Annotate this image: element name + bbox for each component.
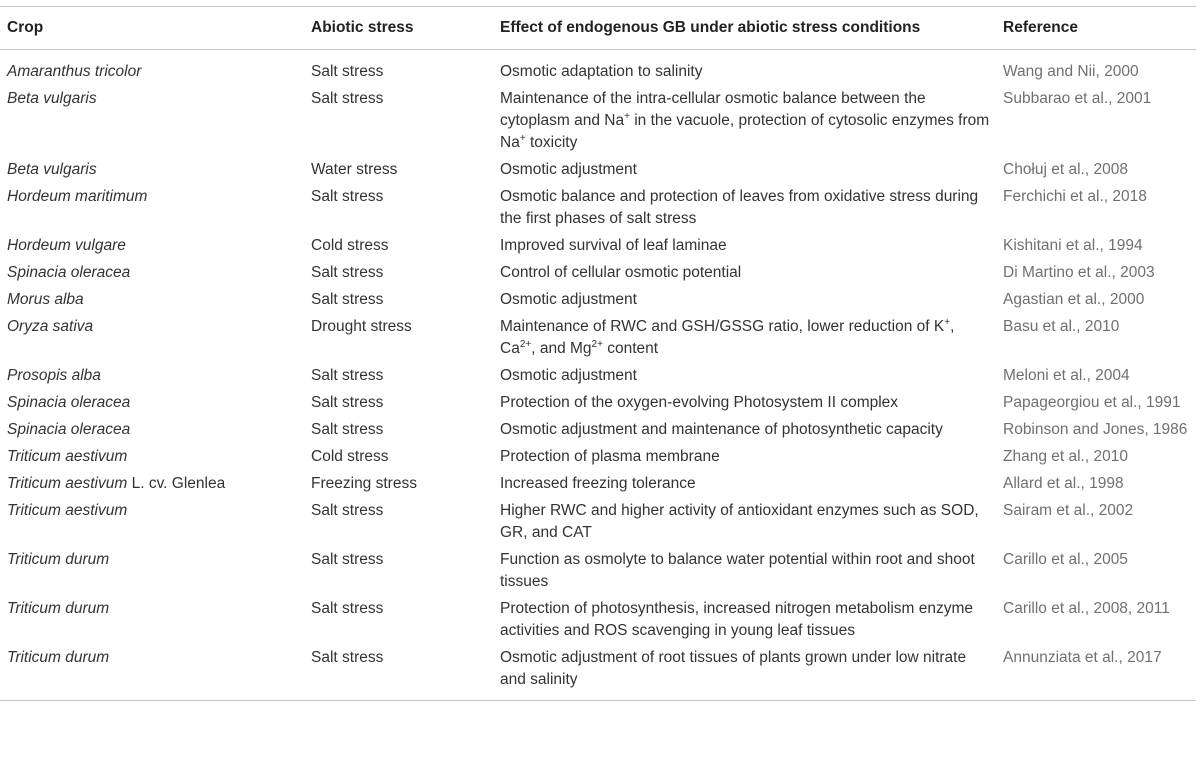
cell-effect: Control of cellular osmotic potential [500, 264, 742, 281]
table-row [0, 647, 1196, 701]
cell-crop [0, 473, 304, 500]
table-row [0, 549, 1196, 598]
table-header [0, 7, 1196, 50]
header-reference: Reference [1003, 19, 1078, 36]
gb-abiotic-stress-table [0, 6, 1196, 701]
cell-crop [0, 289, 304, 316]
cell-reference: Carillo et al., 2005 [1003, 551, 1128, 568]
cell-effect: Osmotic adjustment [500, 161, 637, 178]
cell-crop [0, 647, 304, 701]
header-crop: Crop [7, 19, 44, 36]
cell-abiotic-stress: Drought stress [311, 318, 412, 335]
table-row [0, 500, 1196, 549]
cell-abiotic-stress: Water stress [311, 161, 398, 178]
crop-name: Spinacia oleracea [7, 394, 131, 411]
cell-abiotic-stress: Salt stress [311, 649, 384, 666]
table-row [0, 419, 1196, 446]
crop-name: Hordeum vulgare [7, 237, 126, 254]
cell-reference: Basu et al., 2010 [1003, 318, 1120, 335]
cell-reference: Zhang et al., 2010 [1003, 448, 1128, 465]
table-row [0, 365, 1196, 392]
ion-charge: + [519, 133, 526, 144]
cell-effect [493, 88, 996, 159]
table-row [0, 473, 1196, 500]
cell-abiotic-stress: Cold stress [311, 448, 389, 465]
table-row [0, 446, 1196, 473]
crop-name: Triticum aestivum [7, 448, 128, 465]
cell-reference: Allard et al., 1998 [1003, 475, 1124, 492]
cell-crop [0, 88, 304, 159]
crop-name: Beta vulgaris [7, 161, 97, 178]
cell-reference: Sairam et al., 2002 [1003, 502, 1134, 519]
crop-name: Triticum durum [7, 649, 110, 666]
cell-crop [0, 392, 304, 419]
cell-reference: Di Martino et al., 2003 [1003, 264, 1155, 281]
ion-charge: 2+ [591, 339, 603, 350]
cell-effect: Osmotic adjustment of root tissues of plants grown under low nitrate and salinity [500, 649, 967, 688]
table-row [0, 316, 1196, 365]
cell-reference: Subbarao et al., 2001 [1003, 90, 1152, 107]
crop-name: Spinacia oleracea [7, 264, 131, 281]
crop-name: Triticum aestivum [7, 502, 128, 519]
table-row [0, 235, 1196, 262]
crop-name: Hordeum maritimum [7, 188, 148, 205]
effect-text: , and Mg [531, 340, 592, 357]
crop-name: Prosopis alba [7, 367, 101, 384]
table-body [0, 50, 1196, 701]
table-row [0, 262, 1196, 289]
cell-crop [0, 50, 304, 89]
effect-text: Maintenance of the intra-cellular osmotic balance between the cytoplasm and Na [500, 90, 926, 129]
cell-effect: Improved survival of leaf laminae [500, 237, 727, 254]
cell-reference: Agastian et al., 2000 [1003, 291, 1145, 308]
effect-text: , Ca [500, 318, 955, 357]
cell-abiotic-stress: Salt stress [311, 551, 384, 568]
cell-crop [0, 598, 304, 647]
table-row [0, 159, 1196, 186]
cell-abiotic-stress: Salt stress [311, 90, 384, 107]
crop-name: Oryza sativa [7, 318, 94, 335]
cell-effect: Protection of plasma membrane [500, 448, 720, 465]
ion-charge: + [624, 111, 630, 122]
cell-effect: Protection of photosynthesis, increased nitrogen metabolism enzyme activities and ROS scavenging in young leaf tissues [500, 600, 973, 639]
cell-crop [0, 316, 304, 365]
cell-abiotic-stress: Salt stress [311, 600, 384, 617]
cell-effect: Osmotic adjustment [500, 291, 637, 308]
cell-abiotic-stress: Salt stress [311, 264, 384, 281]
cell-crop [0, 235, 304, 262]
cell-crop [0, 419, 304, 446]
cell-crop [0, 500, 304, 549]
crop-name: Morus alba [7, 291, 84, 308]
crop-name: Amaranthus tricolor [7, 63, 142, 80]
effect-text: toxicity [525, 134, 578, 151]
cell-abiotic-stress: Salt stress [311, 421, 384, 438]
table-row [0, 392, 1196, 419]
cell-reference: Meloni et al., 2004 [1003, 367, 1130, 384]
cell-effect: Osmotic adjustment and maintenance of photosynthetic capacity [500, 421, 943, 438]
cell-crop [0, 365, 304, 392]
cell-abiotic-stress: Cold stress [311, 237, 389, 254]
crop-cultivar: L. cv. Glenlea [127, 475, 226, 492]
cell-reference: Kishitani et al., 1994 [1003, 237, 1143, 254]
cell-effect: Higher RWC and higher activity of antioxidant enzymes such as SOD, GR, and CAT [500, 502, 979, 541]
cell-reference: Chołuj et al., 2008 [1003, 161, 1128, 178]
cell-effect: Osmotic balance and protection of leaves from oxidative stress during the first phases of salt stress [500, 188, 979, 227]
ion-charge: 2+ [519, 339, 532, 350]
cell-abiotic-stress: Salt stress [311, 63, 384, 80]
table-row [0, 186, 1196, 235]
cell-crop [0, 159, 304, 186]
table-row [0, 289, 1196, 316]
effect-text: in the vacuole, protection of cytosolic enzymes from Na [500, 112, 990, 151]
table-row [0, 50, 1196, 89]
cell-crop [0, 549, 304, 598]
cell-effect: Osmotic adaptation to salinity [500, 63, 703, 80]
ion-charge: + [944, 317, 951, 328]
cell-reference: Carillo et al., 2008, 2011 [1003, 600, 1170, 617]
cell-reference: Papageorgiou et al., 1991 [1003, 394, 1181, 411]
cell-effect: Osmotic adjustment [500, 367, 637, 384]
cell-abiotic-stress: Salt stress [311, 367, 384, 384]
cell-abiotic-stress: Salt stress [311, 188, 384, 205]
effect-text: content [602, 340, 659, 357]
crop-name: Beta vulgaris [7, 90, 97, 107]
cell-abiotic-stress: Freezing stress [311, 475, 417, 492]
cell-crop [0, 446, 304, 473]
cell-abiotic-stress: Salt stress [311, 394, 384, 411]
cell-reference: Wang and Nii, 2000 [1003, 63, 1139, 80]
header-abiotic-stress: Abiotic stress [311, 19, 414, 36]
crop-name: Triticum durum [7, 551, 110, 568]
cell-effect: Protection of the oxygen-evolving Photosystem II complex [500, 394, 899, 411]
table-row [0, 88, 1196, 159]
header-effect: Effect of endogenous GB under abiotic stress conditions [500, 19, 921, 36]
cell-effect: Increased freezing tolerance [500, 475, 696, 492]
cell-reference: Annunziata et al., 2017 [1003, 649, 1162, 666]
cell-reference: Ferchichi et al., 2018 [1003, 188, 1147, 205]
crop-name: Spinacia oleracea [7, 421, 131, 438]
cell-reference: Robinson and Jones, 1986 [1003, 421, 1188, 438]
cell-crop [0, 262, 304, 289]
cell-abiotic-stress: Salt stress [311, 291, 384, 308]
header-row [0, 7, 1196, 50]
cell-crop [0, 186, 304, 235]
crop-name: Triticum aestivum [7, 475, 128, 492]
cell-effect: Function as osmolyte to balance water potential within root and shoot tissues [500, 551, 975, 590]
cell-abiotic-stress: Salt stress [311, 502, 384, 519]
crop-name: Triticum durum [7, 600, 110, 617]
effect-text: Maintenance of RWC and GSH/GSSG ratio, lower reduction of K [500, 318, 945, 335]
table-row [0, 598, 1196, 647]
cell-effect [493, 316, 996, 365]
